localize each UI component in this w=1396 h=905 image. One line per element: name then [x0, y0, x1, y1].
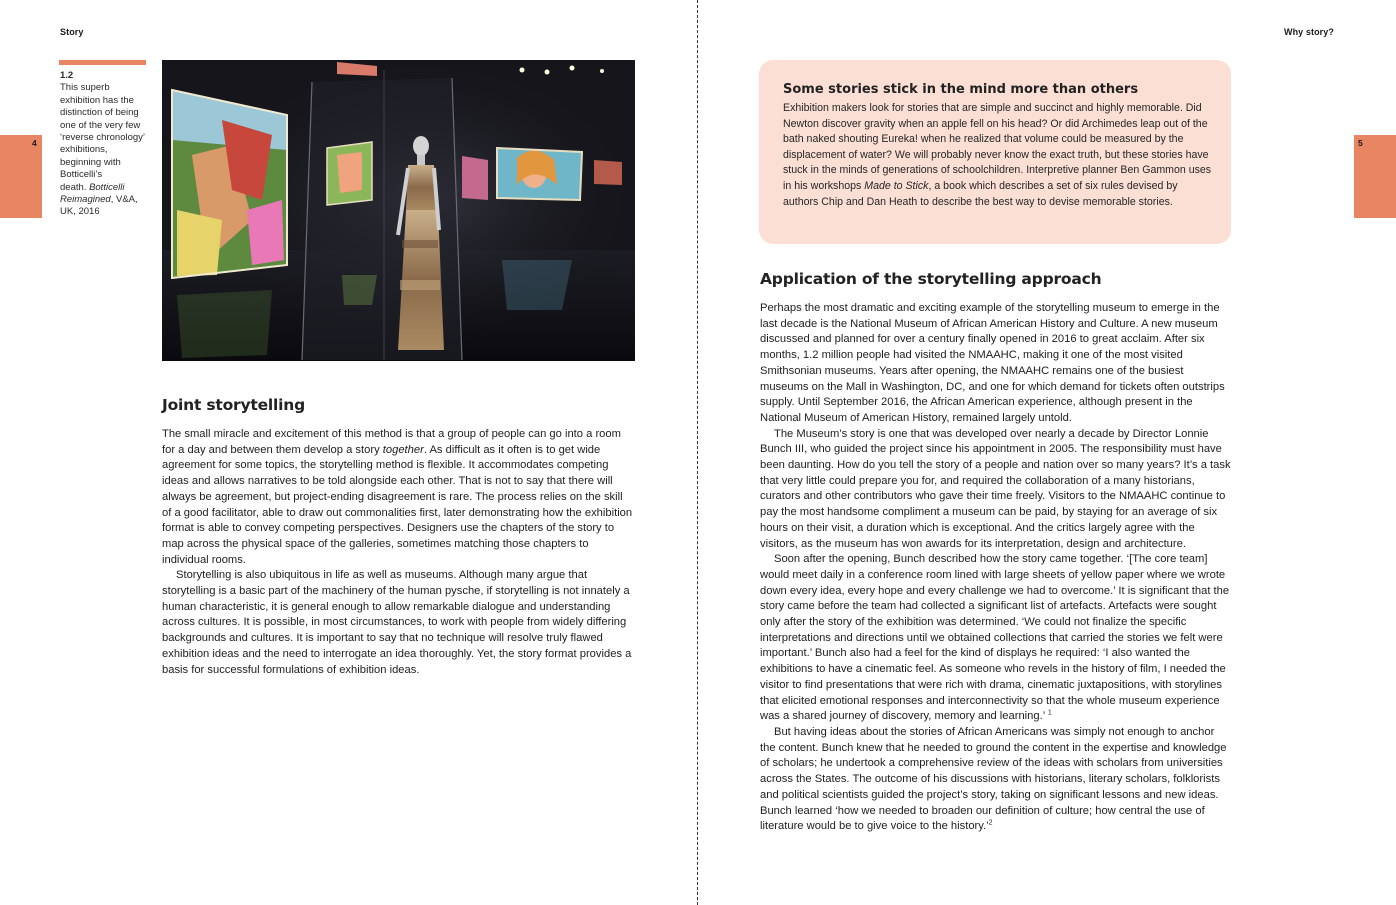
paragraph	[162, 427, 634, 568]
paragraph-text: Soon after the opening, Bunch described how the story came together. ‘[The core team] would meet daily in a conference room lined with large sheets of yellow paper where we wrote down every idea, every hope and every challenge we had to overcome.’ It is significant that the story came before the team had collected a significant list of artefacts. Artefacts were sought only after the story of the exhibition was determined. ‘We could not finalize the specific interpretations and directions until we obtained collections that carried the stories we felt were important.’ Bunch also had a feel for the kind of displays he required: ‘I also wanted the exhibitions to have a cinematic feel. As someone who revels in the history of film, I needed the visitor to find presentations that were rich with drama, cinematic juxtapositions, with storylines that elicited emotional responses and interconnectivity so that the whole museum experience was a shared journey of discovery, memory and learning.’	[760, 553, 1230, 723]
paragraph	[760, 552, 1232, 725]
caption-exhibition-title: Botticelli	[89, 181, 125, 193]
caption-line: exhibitions,	[60, 144, 108, 156]
emphasis-text: together	[382, 443, 424, 456]
page-gutter-divider	[697, 0, 698, 905]
caption-line: UK, 2016	[60, 206, 100, 218]
paragraph: The Museum’s story is one that was developed over nearly a decade by Director Lonnie Bunch III, who guided the project since his appointment in 2005. The responsibility must have been daunting. How do you tell the story of a people and nation over so many years? It’s a task that very little could prepare you for, and required the collaboration of a many historians, curators and other contributors who gave their time freely. Visitors to the NMAAHC continue to pay the most handsome compliment a museum can be paid, by staying for an average of six hours on their visit, a duration which is exceptional. And the critics largely agree with the visitors, as the museum has won awards for its interpretation, design and architecture.	[760, 427, 1231, 550]
left-painting	[172, 90, 287, 278]
paragraph: Perhaps the most dramatic and exciting example of the storytelling museum to emerge in the last decade is the National Museum of African American History and Culture. A new museum discussed and planned for over a century finally opened in 2016 to great acclaim. After six months, 1.2 million people had visited the NMAAHC, making it one of the most visited Smithsonian museums. Years after opening, the NMAAHC remains one of the busiest museums on the Mall in Washington, DC, and one for which demand for tickets often outstrips supply. Until September 2016, the African American experience, although present in the National Museum of American History, remained largely untold.	[760, 302, 1225, 424]
caption-line: one of the very few	[60, 119, 141, 131]
paragraph-text: , a book which describes a set of six rules devised by authors Chip and Dan Heath to describe the best way to devise memorable stories.	[783, 179, 1178, 208]
caption-exhibition-title: Reimagined	[60, 194, 111, 206]
sidebar-box-title: Some stories stick in the mind more than others	[783, 82, 1139, 97]
caption-line: This superb	[60, 82, 110, 94]
caption-line: ‘reverse chronology’	[60, 132, 146, 144]
caption-line: beginning with	[60, 156, 121, 168]
page-number-left: 4	[32, 138, 37, 148]
figure-caption	[60, 70, 148, 219]
running-head-left: Story	[60, 27, 84, 37]
caption-rule	[59, 60, 146, 65]
footnote-marker[interactable]: 1	[1047, 709, 1052, 717]
footnote-marker[interactable]: 2	[988, 819, 993, 827]
caption-line: distinction of being	[60, 107, 139, 119]
section-heading-joint-storytelling: Joint storytelling	[162, 396, 305, 414]
caption-line: death.	[60, 181, 90, 193]
exhibition-photo	[162, 60, 635, 361]
paragraph-text: The small miracle and excitement of this method is that a group of people can go into a room for a day and between them develop a story	[162, 428, 621, 456]
caption-line: , V&A,	[110, 194, 138, 206]
page-number-right: 5	[1358, 138, 1363, 148]
section-heading-application: Application of the storytelling approach	[760, 270, 1102, 288]
paragraph	[783, 101, 1213, 210]
paragraph-text: . As difficult as it often is to get wide agreement for some topics, the storytelling method is flexible. It accommodates competing ideas and allows narratives to be told alongside each other. That is not to say that there will always be agreement, but project-ending disagreement is rare. The process relies on the skill of a good facilitator, able to draw out commonalities first, later demonstrating how the exhibition format is able to convey competing perspectives. Designers use the chapters of the story to map across the physical space of the galleries, sometimes matching those chapters to individual rooms.	[162, 443, 633, 566]
book-title: Made to Stick	[864, 179, 929, 192]
caption-line: Botticelli’s	[60, 169, 103, 181]
application-text	[760, 301, 1232, 835]
running-head-right: Why story?	[1283, 27, 1334, 37]
sidebar-box-text	[783, 101, 1213, 210]
paragraph	[760, 725, 1232, 835]
joint-storytelling-text	[162, 427, 634, 678]
sidebar-box	[759, 60, 1231, 244]
paragraph-text: But having ideas about the stories of African Americans was simply not enough to anchor the content. Bunch knew that he needed to ground the content in the expertise and knowledge of scholars; he undertook a comprehensive review of the ideas with scholars from universities across the States. The outcome of his discussions with historians, literary scholars, folklorists and political scientists guided the project’s story, taking on significant lessons and new ideas. Bunch learned ‘how we needed to broaden our definition of culture; how central the use of literature would be to give voice to the history.’	[760, 725, 1227, 833]
figure-number: 1.2	[60, 70, 74, 81]
right-painting	[497, 148, 582, 200]
paragraph: Storytelling is also ubiquitous in life as well as museums. Although many argue that storytelling is a basic part of the machinery of the human pysche, if storytelling is not innately a human characteristic, it is general enough to allow remarkable dialogue and understanding across cultures. It is possible, in most circumstances, to work with people from widely differing backgrounds and cultures. It is important to say that no technique will resolve truly flawed exhibition ideas and the need to interrogate an idea thoroughly. Yet, the story format provides a basis for successful formulations of exhibition ideas.	[162, 569, 632, 676]
paragraph-text: Exhibition makers look for stories that are simple and succinct and highly memorable. Did Newton discover gravity when an apple fell on his head? Or did Archimedes leap out of the bath naked shouting Eureka! when he realized that volume could be measured by the displacement of water? We will probably never know the exact truth, but these stories have stuck in the minds of generations of schoolchildren. Interpretive planner Ben Gammon uses in his workshops	[783, 102, 1212, 192]
caption-line: exhibition has the	[60, 94, 134, 106]
